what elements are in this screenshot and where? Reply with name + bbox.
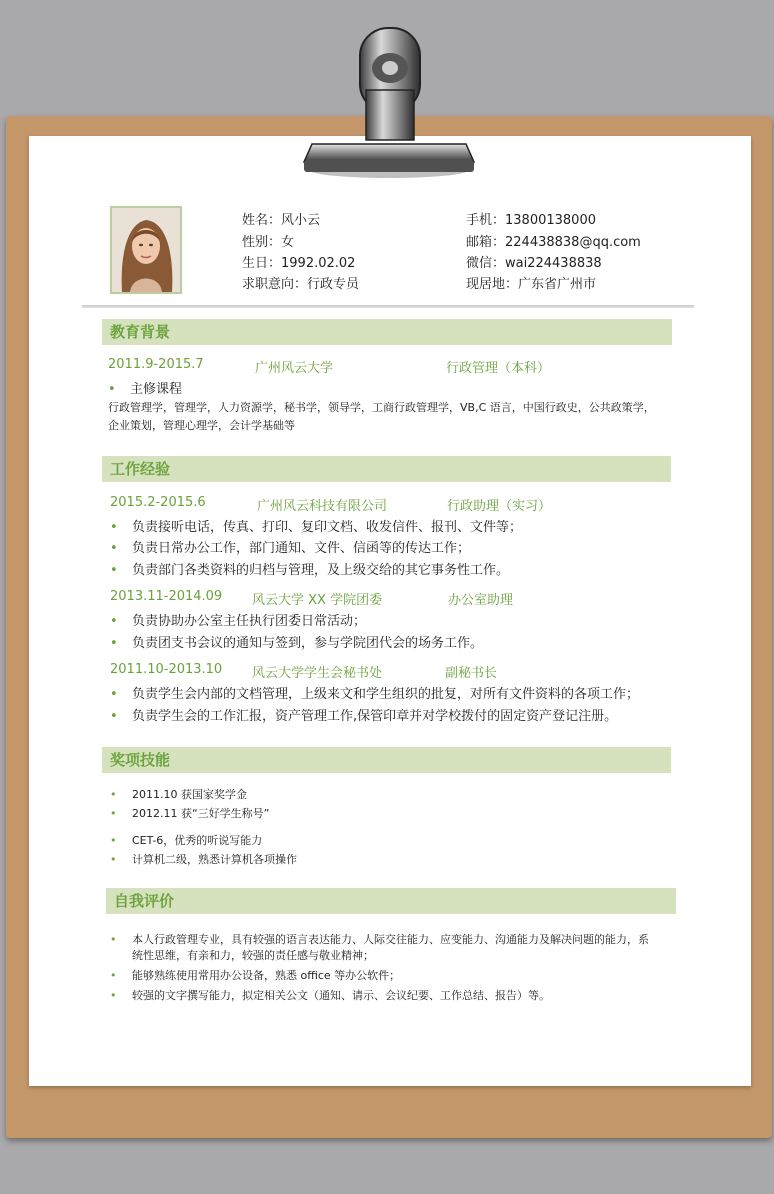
list-item: • 负责协助办公室主任执行团委日常活动； [110,614,367,629]
duty-text: 负责日常办公工作，部门通知、文件、信函等的传达工作； [132,541,471,556]
list-item: • 2012.11 获“三好学生称号” [110,807,270,820]
phone-field: 手机：13800138000 [466,213,596,228]
job-org: 风云大学学生会秘书处 [252,666,383,681]
list-item: • 负责团支书会议的通知与签到，参与学院团代会的场务工作。 [110,636,484,651]
list-item: • 负责学生会的工作汇报，资产管理工作,保管印章并对学校拨付的固定资产登记注册。 [110,709,618,724]
list-item: • 能够熟练使用常用办公设备，熟悉 office 等办公软件； [110,969,401,982]
courses-line-1: 行政管理学，管理学，人力资源学，秘书学，领导学，工商行政管理学，VB,C 语言，中国行政史，公共政策学， [108,401,655,414]
duty-text: 负责学生会的工作汇报，资产管理工作,保管印章并对学校拨付的固定资产登记注册。 [132,709,618,724]
courses-line-2: 企业策划，管理心理学，会计学基础等 [108,419,295,432]
duty-text: 负责学生会内部的文档管理，上级来文和学生组织的批复，对所有文件资料的各项工作； [132,687,640,702]
list-item: • 负责接听电话，传真、打印、复印文档、收发信件、报刊、文件等； [110,520,523,535]
skill-text: 计算机二级，熟悉计算机各项操作 [132,853,297,866]
eval-text: 本人行政管理专业，具有较强的语言表达能力、人际交往能力、应变能力、沟通能力及解决问题的能力，系 [132,933,649,946]
section-education-title: 教育背景 [102,319,672,345]
list-item: • 计算机二级，熟悉计算机各项操作 [110,853,297,866]
birthday-field: 生日：1992.02.02 [242,256,356,271]
gender-field: 性别：女 [242,235,295,250]
job-role: 办公室助理 [448,593,514,608]
skill-text: CET-6，优秀的听说写能力 [132,834,263,847]
edu-major: 行政管理（本科） [446,361,551,376]
list-item: • 负责部门各类资料的归档与管理，及上级交给的其它事务性工作。 [110,563,510,578]
job-period: 2013.11-2014.09 [110,589,223,604]
edu-period: 2011.9-2015.7 [108,357,204,372]
section-self-eval-title: 自我评价 [106,888,676,914]
duty-text: 负责接听电话，传真、打印、复印文档、收发信件、报刊、文件等； [132,520,523,535]
portrait-photo [110,206,182,294]
list-item: • 本人行政管理专业，具有较强的语言表达能力、人际交往能力、应变能力、沟通能力及解决问题的能力，系 [110,933,649,946]
job-role: 副秘书长 [445,666,498,681]
edu-school: 广州风云大学 [255,361,334,376]
binder-clip-icon [296,22,482,182]
email-field: 邮箱：224438838@qq.com [466,235,641,250]
list-item: • 主修课程 [108,382,183,397]
duty-text: 负责部门各类资料的归档与管理，及上级交给的其它事务性工作。 [132,563,510,578]
name-field: 姓名：风小云 [242,213,321,228]
section-work-title: 工作经验 [102,456,671,482]
list-item: • CET-6，优秀的听说写能力 [110,834,263,847]
award-text: 2011.10 获国家奖学金 [132,788,247,801]
job-period: 2011.10-2013.10 [110,662,223,677]
courses-label: 主修课程 [130,382,183,397]
list-item: • 2011.10 获国家奖学金 [110,788,247,801]
eval-text: 较强的文字撰写能力，拟定相关公文（通知、请示、会议纪要、工作总结、报告）等。 [132,989,550,1002]
award-text: 2012.11 获“三好学生称号” [132,807,270,820]
header-divider [82,305,694,308]
intent-field: 求职意向：行政专员 [242,277,360,292]
eval-text-continued: 统性思维，有亲和力，较强的责任感与敬业精神； [132,949,374,962]
location-field: 现居地：广东省广州市 [466,277,597,292]
list-item: • 负责日常办公工作，部门通知、文件、信函等的传达工作； [110,541,471,556]
list-item: • 较强的文字撰写能力，拟定相关公文（通知、请示、会议纪要、工作总结、报告）等。 [110,989,550,1002]
section-awards-title: 奖项技能 [102,747,671,773]
eval-text: 能够熟练使用常用办公设备，熟悉 office 等办公软件； [132,969,401,982]
list-item: • 负责学生会内部的文档管理，上级来文和学生组织的批复，对所有文件资料的各项工作； [110,687,640,702]
duty-text: 负责协助办公室主任执行团委日常活动； [132,614,367,629]
job-org: 风云大学 XX 学院团委 [252,593,383,608]
job-org: 广州风云科技有限公司 [257,499,388,514]
job-period: 2015.2-2015.6 [110,495,206,510]
wechat-field: 微信：wai224438838 [466,256,602,271]
job-role: 行政助理（实习） [447,499,552,514]
duty-text: 负责团支书会议的通知与签到，参与学院团代会的场务工作。 [132,636,484,651]
